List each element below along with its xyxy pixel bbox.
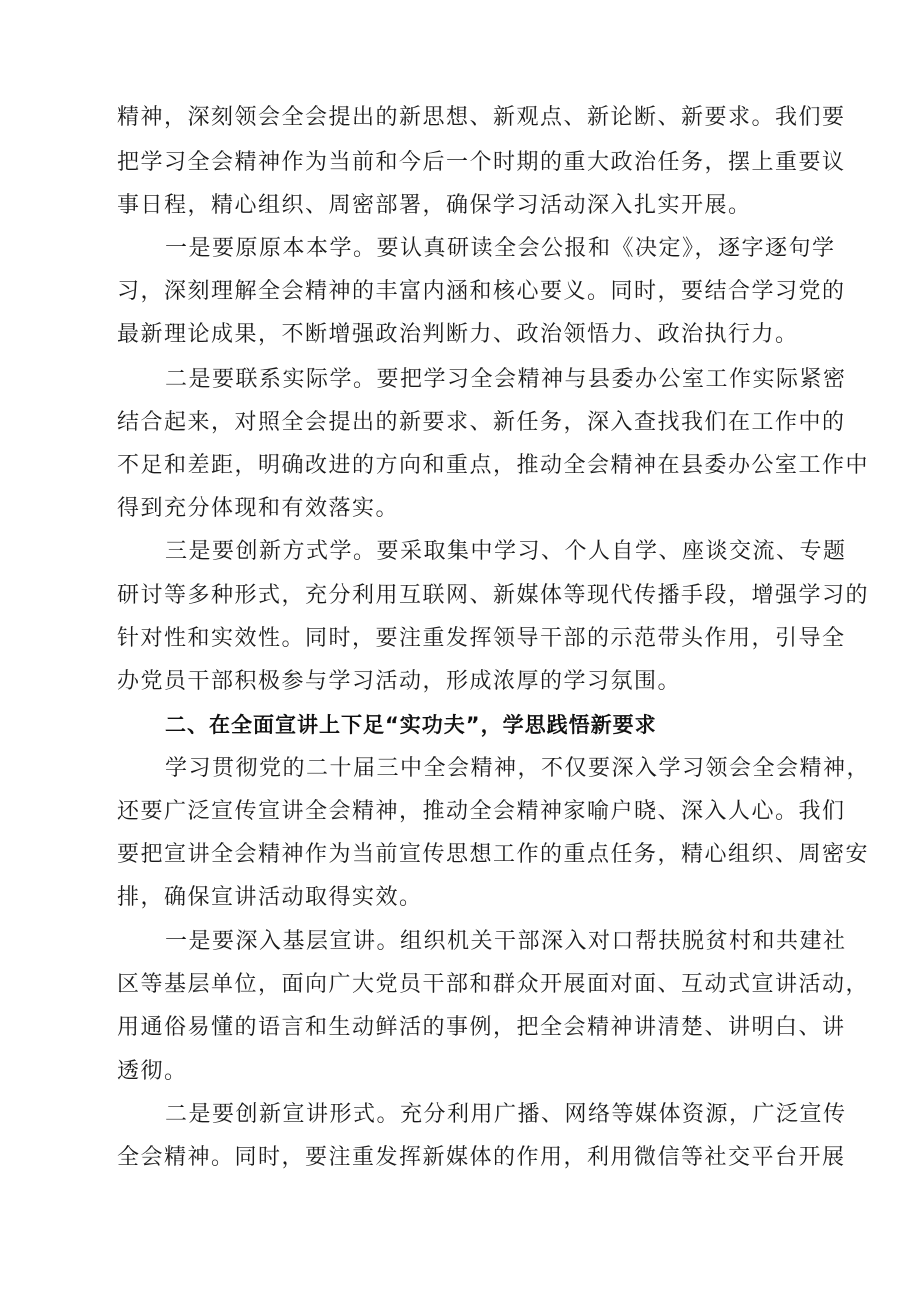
paragraph-first-line: 学习贯彻党的二十届三中全会精神，不仅要深入学习领会全会精神，: [165, 756, 871, 781]
paragraph-first-line: 一是要原原本本学。要认真研读全会公报和《决定》，逐字逐句学: [165, 236, 836, 261]
text-line: 全会精神。同时，要注重发挥新媒体的作用，利用微信等社交平台开展: [117, 1145, 846, 1170]
text-line: 排，确保宣讲活动取得实效。: [117, 885, 423, 910]
text-line: 用通俗易懂的语言和生动鲜活的事例，把全会精神讲清楚、讲明白、讲: [117, 1015, 846, 1040]
text-line: 透彻。: [117, 1059, 188, 1084]
paragraph-first-line: 三是要创新方式学。要采取集中学习、个人自学、座谈交流、专题: [165, 539, 847, 564]
paragraph-first-line: 二是要联系实际学。要把学习全会精神与县委办公室工作实际紧密: [165, 367, 847, 392]
text-line: 事日程，精心组织、周密部署，确保学习活动深入扎实开展。: [117, 193, 752, 218]
text-line: 不足和差距，明确改进的方向和重点，推动全会精神在县委办公室工作中: [117, 453, 870, 478]
text-line: 针对性和实效性。同时，要注重发挥领导干部的示范带头作用，引导全: [117, 626, 846, 651]
text-line: 还要广泛宣传宣讲全会精神，推动全会精神家喻户晓、深入人心。我们: [117, 799, 846, 824]
text-line: 区等基层单位，面向广大党员干部和群众开展面对面、互动式宣讲活动，: [117, 972, 870, 997]
text-line: 最新理论成果，不断增强政治判断力、政治领悟力、政治执行力。: [117, 322, 799, 347]
section-heading: 二、在全面宣讲上下足“实功夫”，学思践悟新要求: [165, 713, 657, 737]
paragraph-first-line: 一是要深入基层宣讲。组织机关干部深入对口帮扶脱贫村和共建社: [165, 929, 847, 954]
text-line: 研讨等多种形式，充分利用互联网、新媒体等现代传播手段，增强学习的: [117, 583, 870, 608]
paragraph-first-line: 二是要创新宣讲形式。充分利用广播、网络等媒体资源，广泛宣传: [165, 1102, 847, 1127]
text-line: 精神，深刻领会全会提出的新思想、新观点、新论断、新要求。我们要: [117, 105, 846, 130]
text-line: 得到充分体现和有效落实。: [117, 496, 400, 521]
text-line: 习，深刻理解全会精神的丰富内涵和核心要义。同时，要结合学习党的: [117, 279, 846, 304]
text-line: 要把宣讲全会精神作为当前宣传思想工作的重点任务，精心组织、周密安: [117, 842, 870, 867]
text-line: 把学习全会精神作为当前和今后一个时期的重大政治任务，摆上重要议: [117, 150, 846, 175]
text-line: 结合起来，对照全会提出的新要求、新任务，深入查找我们在工作中的: [117, 410, 846, 435]
text-line: 办党员干部积极参与学习活动，形成浓厚的学习氛围。: [117, 669, 682, 694]
